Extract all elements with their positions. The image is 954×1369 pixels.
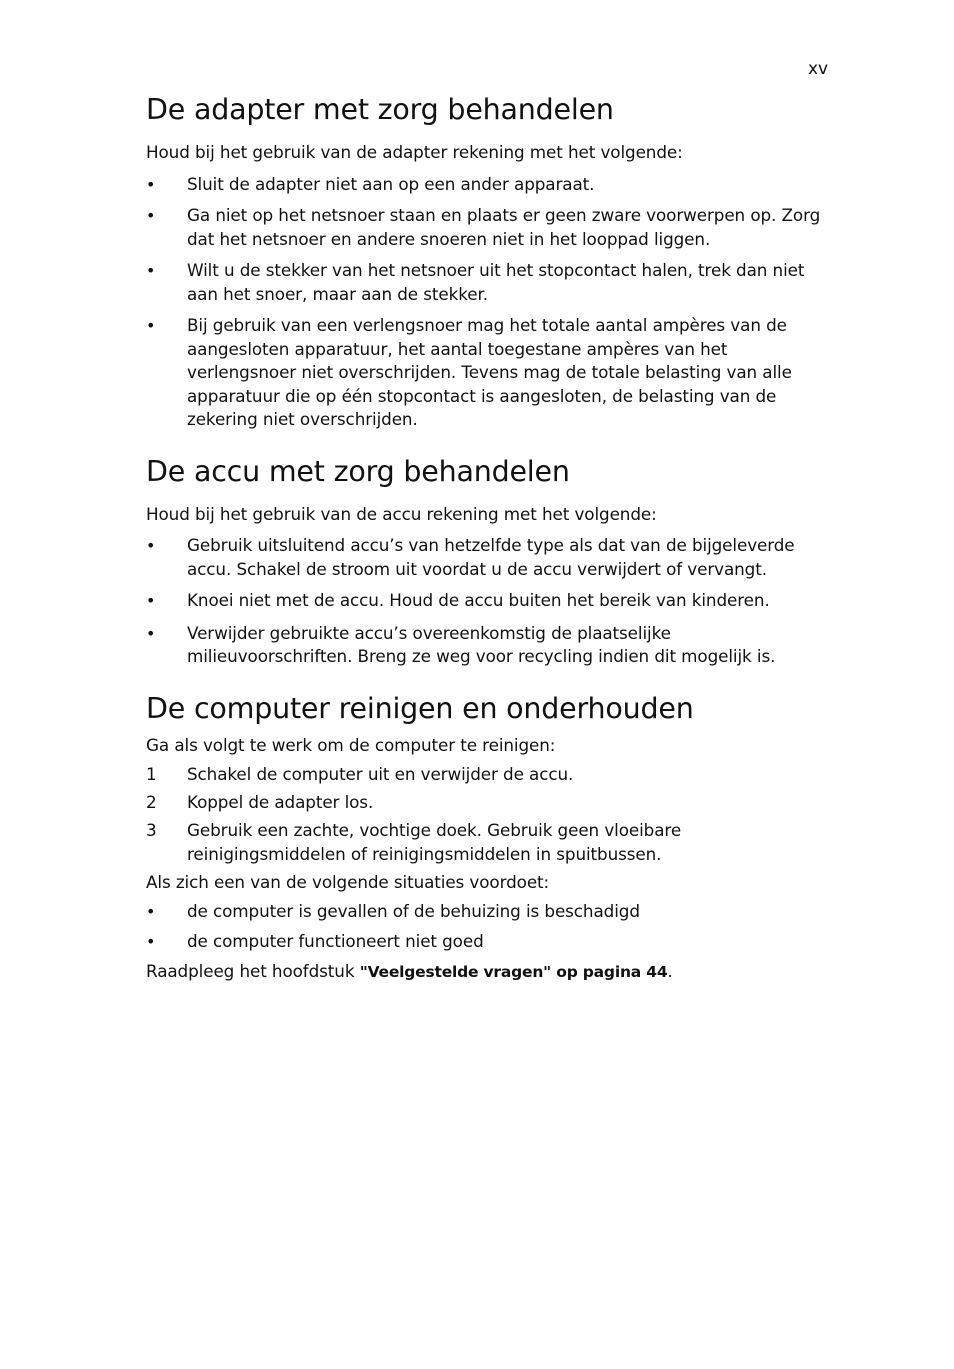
step-item: [146, 819, 836, 866]
step-number: 3: [146, 820, 157, 840]
list-item-text: Knoei niet met de accu. Houd de accu buiten het bereik van kinderen.: [187, 590, 770, 610]
accu-bullet-list: [146, 534, 836, 669]
refer-end: .: [667, 961, 673, 981]
list-item: [146, 622, 836, 669]
bullet-icon: •: [146, 902, 156, 921]
cleaning-steps-list: [146, 763, 836, 866]
list-item-text: Wilt u de stekker van het netsnoer uit het stopcontact halen, trek dan niet aan het snoer, maar aan de stekker.: [187, 260, 805, 304]
bullet-icon: •: [146, 174, 156, 194]
list-item-text: Verwijder gebruikte accu’s overeenkomstig de plaatselijke milieuvoorschriften. Breng ze weg voor recycling indien dit mogelijk is.: [187, 622, 776, 666]
list-item-text: Gebruik uitsluitend accu’s van hetzelfde type als dat van de bijgeleverde accu. Schakel de stroom uit voordat u de accu verwijdert of vervangt.: [187, 535, 795, 579]
list-item: [146, 204, 836, 251]
list-item: [146, 173, 836, 197]
list-item-text: Ga niet op het netsnoer staan en plaats er geen zware voorwerpen op. Zorg dat het netsnoer en andere snoeren niet in het looppad liggen.: [187, 205, 821, 249]
step-item: [146, 763, 836, 787]
faq-reference-link[interactable]: "Veelgestelde vragen" op pagina 44: [359, 963, 668, 981]
section-title-accu: De accu met zorg behandelen: [146, 454, 570, 488]
page-content: [146, 92, 836, 985]
list-item: [146, 900, 836, 924]
bullet-icon: •: [146, 261, 156, 280]
bullet-icon: •: [146, 623, 156, 643]
bullet-icon: •: [146, 536, 156, 555]
list-item-text: Sluit de adapter niet aan op een ander apparaat.: [187, 173, 595, 194]
list-item: [146, 314, 836, 432]
refer-text: Raadpleeg het hoofdstuk: [146, 961, 360, 981]
section-intro-adapter: Houd bij het gebruik van de adapter rekening met het volgende:: [146, 142, 683, 162]
step-number: 1: [146, 764, 157, 784]
adapter-bullet-list: [146, 173, 836, 432]
step-item: [146, 791, 836, 815]
step-text: Schakel de computer uit en verwijder de accu.: [187, 764, 574, 784]
list-item: [146, 534, 836, 581]
section-title-adapter: De adapter met zorg behandelen: [146, 93, 614, 126]
section-title-cleaning: De computer reinigen en onderhouden: [146, 691, 694, 725]
list-item: [146, 589, 836, 613]
page-number: xv: [808, 59, 829, 79]
situations-bullet-list: [146, 900, 836, 954]
refer-paragraph: [146, 960, 836, 985]
bullet-icon: •: [146, 206, 156, 225]
list-item: [146, 259, 836, 306]
step-text: Gebruik een zachte, vochtige doek. Gebruik geen vloeibare reinigingsmiddelen of reinigingsmiddelen in spuitbussen.: [187, 820, 682, 864]
bullet-icon: •: [146, 932, 156, 951]
step-text: Koppel de adapter los.: [187, 792, 374, 812]
step-number: 2: [146, 792, 157, 812]
list-item-text: de computer is gevallen of de behuizing is beschadigd: [187, 901, 640, 921]
list-item: [146, 930, 836, 954]
section-intro-accu: Houd bij het gebruik van de accu rekening met het volgende:: [146, 503, 657, 524]
section-intro-cleaning: Ga als volgt te werk om de computer te reinigen:: [146, 734, 556, 755]
bullet-icon: •: [146, 591, 156, 610]
bullet-icon: •: [146, 316, 156, 335]
list-item-text: Bij gebruik van een verlengsnoer mag het totale aantal ampères van de aangesloten apparatuur, het aantal toegestane ampères van het verlengsnoer niet overschrijden. Tevens mag de totale belasting van alle apparatuur die op één stopcontact is aangesloten, de belasting van de zekering niet overschrijden.: [187, 315, 792, 429]
list-item-text: de computer functioneert niet goed: [187, 931, 484, 951]
situations-intro: Als zich een van de volgende situaties voordoet:: [146, 871, 550, 892]
